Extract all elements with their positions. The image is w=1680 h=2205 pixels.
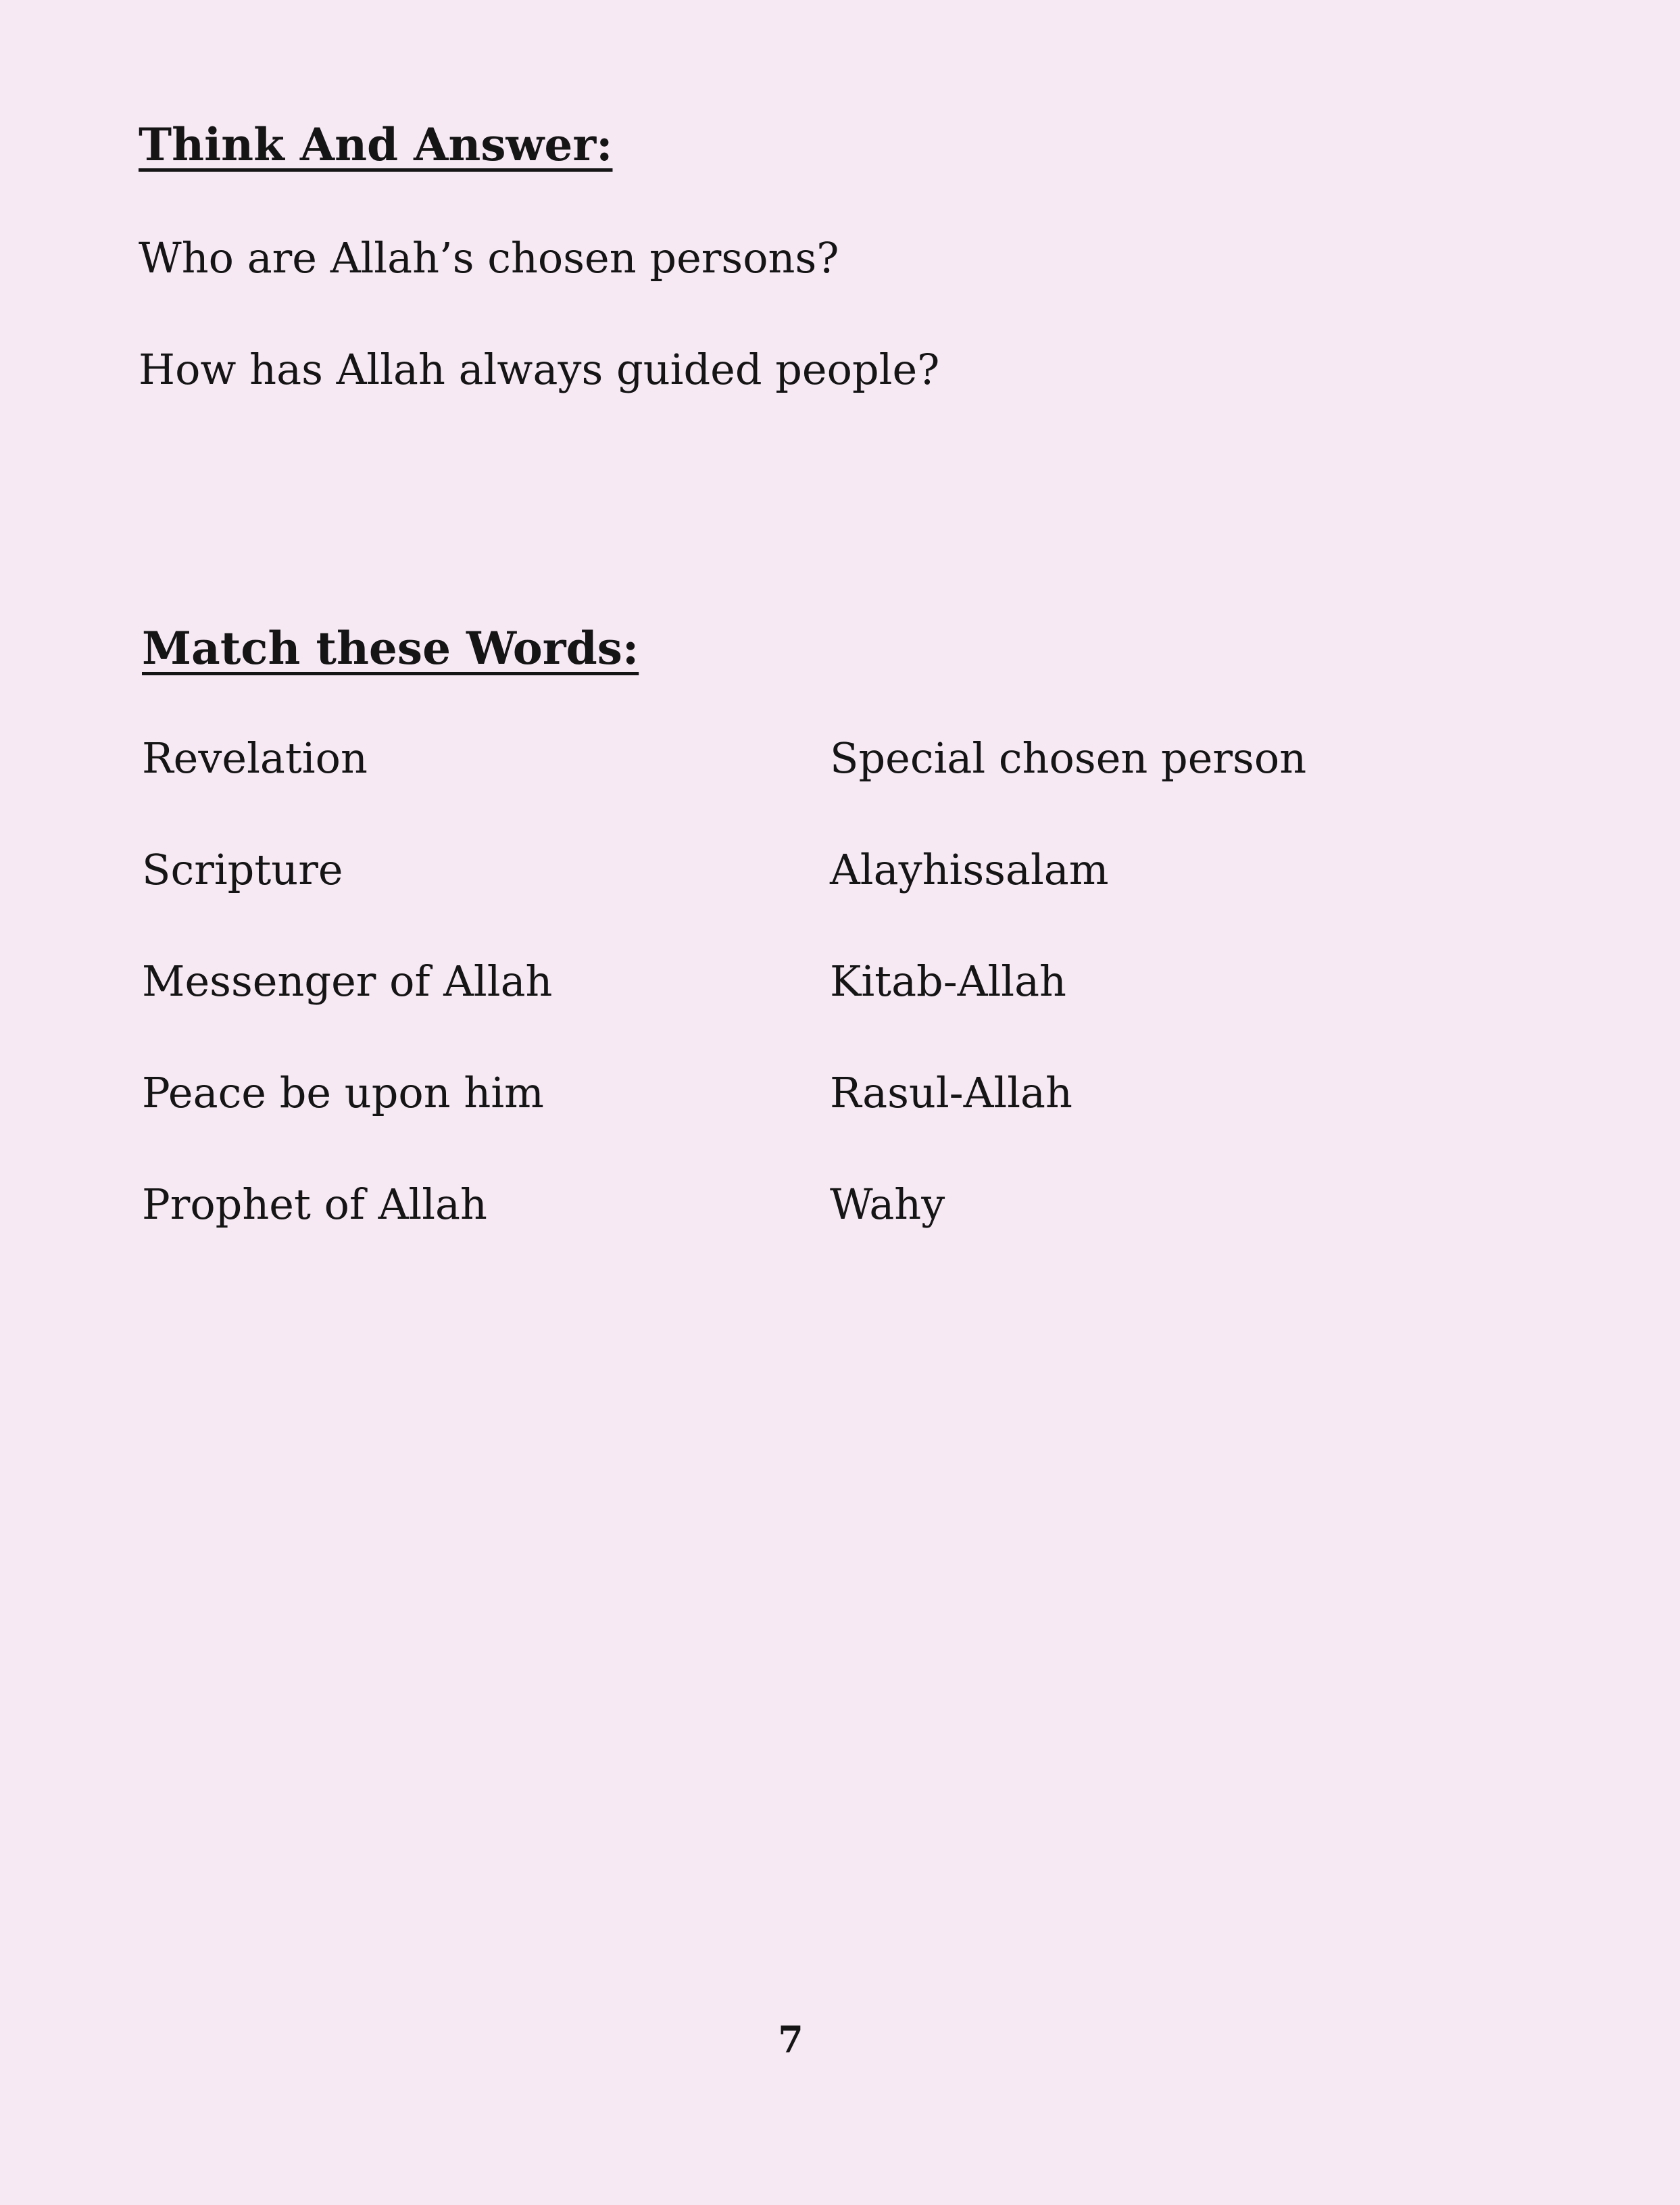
match-term: Peace be upon him bbox=[142, 1068, 544, 1117]
match-words-heading: Match these Words: bbox=[142, 622, 639, 675]
match-definition: Kitab-Allah bbox=[830, 956, 1066, 1006]
match-term: Scripture bbox=[142, 845, 343, 894]
match-definition: Rasul-Allah bbox=[830, 1068, 1072, 1117]
match-row bbox=[0, 733, 1680, 794]
match-row bbox=[0, 956, 1680, 1017]
match-row bbox=[0, 845, 1680, 906]
think-and-answer-heading: Think And Answer: bbox=[139, 118, 613, 171]
match-term: Messenger of Allah bbox=[142, 956, 553, 1006]
question-1: Who are Allah’s chosen persons? bbox=[139, 233, 839, 283]
match-term: Revelation bbox=[142, 733, 368, 783]
match-row bbox=[0, 1180, 1680, 1240]
match-definition: Alayhissalam bbox=[830, 845, 1109, 894]
match-row bbox=[0, 1068, 1680, 1129]
match-definition: Wahy bbox=[830, 1180, 945, 1229]
page-number: 7 bbox=[778, 2018, 804, 2061]
match-term: Prophet of Allah bbox=[142, 1180, 487, 1229]
match-definition: Special chosen person bbox=[830, 733, 1307, 783]
question-2: How has Allah always guided people? bbox=[139, 345, 940, 394]
